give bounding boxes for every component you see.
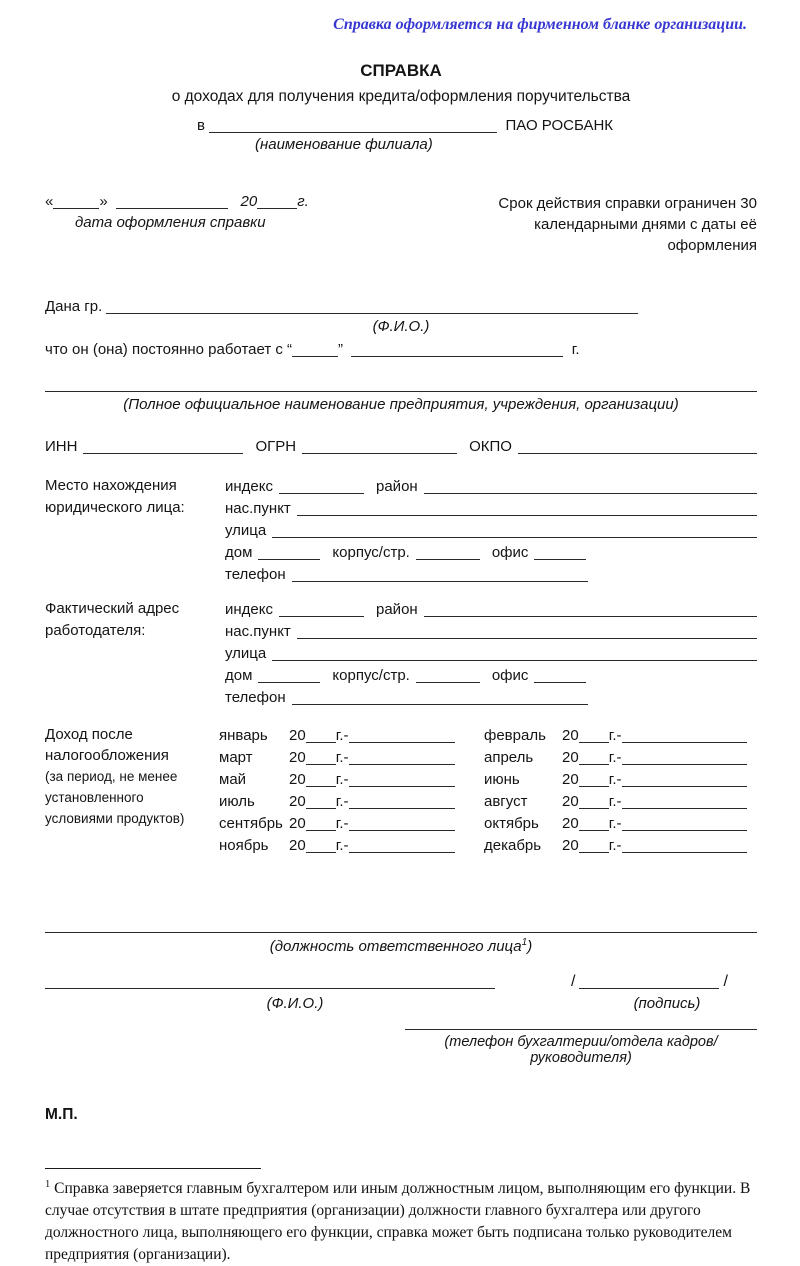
office-label: офис xyxy=(491,667,529,684)
street-label: улица xyxy=(225,522,267,539)
month-label: март xyxy=(219,749,253,766)
month-label: ноябрь xyxy=(219,837,269,854)
signature-blank xyxy=(579,988,719,989)
amount-blank xyxy=(622,742,747,743)
year-prefix: 20 xyxy=(562,771,579,788)
position-caption-close: ) xyxy=(527,938,533,955)
address-row-settlement xyxy=(225,497,757,519)
address-row-house xyxy=(225,541,757,563)
address-row-settlement xyxy=(225,620,757,642)
actual-address-label-line2: работодателя: xyxy=(45,622,146,639)
ogrn-blank xyxy=(302,453,457,454)
month-label: январь xyxy=(219,727,268,744)
works-date-blank xyxy=(351,356,563,357)
income-cell xyxy=(289,791,484,812)
month-label: апрель xyxy=(484,749,534,766)
actual-address-label xyxy=(45,598,225,708)
phone-label: телефон xyxy=(225,566,286,583)
year-blank xyxy=(306,808,336,809)
month-label: февраль xyxy=(484,727,546,744)
legal-address-label-line1: Место нахождения xyxy=(45,477,177,494)
signer-fio-caption: (Ф.И.О.) xyxy=(266,995,324,1012)
district-blank xyxy=(424,616,757,617)
year-blank xyxy=(306,786,336,787)
month-label: май xyxy=(219,771,247,788)
footnote-section xyxy=(45,1168,757,1266)
footnote-mark: 1 xyxy=(45,1179,51,1190)
works-since-row xyxy=(45,341,757,358)
address-row-street xyxy=(225,519,757,541)
year-prefix: 20 xyxy=(289,793,306,810)
works-prefix: что он (она) постоянно работает с “ xyxy=(45,341,293,358)
amount-blank xyxy=(349,764,455,765)
signer-fio-blank xyxy=(45,988,495,989)
close-quote: » xyxy=(99,193,108,210)
office-label: офис xyxy=(491,544,529,561)
income-row xyxy=(219,746,757,768)
income-cell xyxy=(562,747,757,768)
given-row xyxy=(45,298,757,315)
year-prefix: 20 xyxy=(289,815,306,832)
bank-name: ПАО РОСБАНК xyxy=(505,117,614,134)
amount-blank xyxy=(349,830,455,831)
settlement-blank xyxy=(297,515,757,516)
income-cell xyxy=(289,835,484,856)
settlement-label: нас.пункт xyxy=(225,500,291,517)
amount-blank xyxy=(622,830,747,831)
slash-close: / xyxy=(723,973,728,990)
year-prefix: 20 xyxy=(562,793,579,810)
index-label: индекс xyxy=(225,478,273,495)
income-cell xyxy=(562,791,757,812)
income-row xyxy=(219,724,757,746)
income-cell xyxy=(562,769,757,790)
amount-blank xyxy=(622,786,747,787)
inn-blank xyxy=(83,453,243,454)
year-suffix: г.- xyxy=(608,771,622,788)
position-caption-text: (должность ответственного лица xyxy=(269,938,522,955)
year-blank xyxy=(579,742,609,743)
sign-caption: (подпись) xyxy=(633,995,701,1012)
street-blank xyxy=(272,537,757,538)
letterhead-note: Справка оформляется на фирменном бланке организации. xyxy=(333,16,747,33)
branch-row xyxy=(197,117,757,134)
signature-captions-row xyxy=(45,995,757,1012)
address-row-house xyxy=(225,664,757,686)
office-blank xyxy=(534,559,586,560)
fio-caption: (Ф.И.О.) xyxy=(372,318,430,335)
address-row-phone xyxy=(225,686,757,708)
validity-note: Срок действия справки ограничен 30 календарными днями с даты её оформления xyxy=(498,195,757,254)
actual-address-block xyxy=(45,598,757,708)
income-cell xyxy=(289,813,484,834)
income-label-line1: Доход после xyxy=(45,726,133,743)
settlement-label: нас.пункт xyxy=(225,623,291,640)
year-prefix: 20 xyxy=(562,727,579,744)
amount-blank xyxy=(349,808,455,809)
branch-prefix: в xyxy=(197,117,205,134)
index-blank xyxy=(279,616,364,617)
year-suffix: г.- xyxy=(608,749,622,766)
building-label: корпус/стр. xyxy=(332,544,410,561)
footnote-body: Справка заверяется главным бухгалтером или иным должностным лицом, выполняющим его функции. В случае отсутствия в штате предприятия (организации) должности главного бухгалтера или другого должностного лица, выполняющего его функции, справка может быть подписана только руководителем предприятия (организации). xyxy=(45,1180,751,1264)
income-grid xyxy=(219,724,757,856)
branch-caption: (наименование филиала) xyxy=(255,136,433,153)
date-left-column xyxy=(45,193,309,231)
year-suffix: г.- xyxy=(335,749,349,766)
income-cell xyxy=(289,747,484,768)
date-year-suffix: г. xyxy=(297,193,309,210)
year-suffix: г.- xyxy=(335,793,349,810)
district-blank xyxy=(424,493,757,494)
year-suffix: г.- xyxy=(608,815,622,832)
seal-placeholder: М.П. xyxy=(45,1106,78,1123)
income-row xyxy=(219,768,757,790)
month-label: июнь xyxy=(484,771,520,788)
works-suffix: г. xyxy=(571,341,580,358)
phone-label: телефон xyxy=(225,689,286,706)
inn-label: ИНН xyxy=(45,438,78,455)
building-blank xyxy=(416,559,480,560)
income-section xyxy=(45,724,757,856)
footnote-rule xyxy=(45,1168,261,1169)
given-label: Дана гр. xyxy=(45,298,103,315)
position-caption xyxy=(45,937,757,955)
document-subtitle: о доходах для получения кредита/оформления поручительства xyxy=(171,88,631,105)
income-row xyxy=(219,834,757,856)
street-blank xyxy=(272,660,757,661)
year-blank xyxy=(579,764,609,765)
year-prefix: 20 xyxy=(289,771,306,788)
income-label-line3: (за период, не менее xyxy=(45,769,178,784)
fio-blank xyxy=(106,313,638,314)
amount-blank xyxy=(622,852,747,853)
okpo-blank xyxy=(518,453,757,454)
income-cell xyxy=(562,835,757,856)
address-row-index-district xyxy=(225,475,757,497)
street-label: улица xyxy=(225,645,267,662)
year-blank xyxy=(306,830,336,831)
income-label-line2: налогообложения xyxy=(45,747,169,764)
amount-blank xyxy=(622,808,747,809)
month-label: октябрь xyxy=(484,815,539,832)
legal-address-label-line2: юридического лица: xyxy=(45,499,185,516)
year-prefix: 20 xyxy=(562,837,579,854)
slash-open: / xyxy=(571,973,576,990)
date-caption: дата оформления справки xyxy=(75,214,266,231)
year-prefix: 20 xyxy=(562,815,579,832)
phone-blank xyxy=(292,581,588,582)
date-year-group xyxy=(241,193,309,210)
document-title: СПРАВКА xyxy=(360,61,442,80)
amount-blank xyxy=(349,786,455,787)
income-label xyxy=(45,724,219,856)
house-blank xyxy=(258,559,320,560)
income-label-line4: установленного xyxy=(45,790,144,805)
building-label: корпус/стр. xyxy=(332,667,410,684)
year-prefix: 20 xyxy=(289,749,306,766)
amount-blank xyxy=(622,764,747,765)
date-year-blank xyxy=(257,208,297,209)
year-blank xyxy=(579,852,609,853)
income-row xyxy=(219,812,757,834)
office-blank xyxy=(534,682,586,683)
district-label: район xyxy=(376,478,418,495)
year-suffix: г.- xyxy=(608,727,622,744)
year-blank xyxy=(306,764,336,765)
month-label: август xyxy=(484,793,528,810)
address-row-index-district xyxy=(225,598,757,620)
district-label: район xyxy=(376,601,418,618)
year-blank xyxy=(579,786,609,787)
income-label-line5: условиями продуктов) xyxy=(45,811,185,826)
date-year-prefix: 20 xyxy=(240,193,258,210)
amount-blank xyxy=(349,852,455,853)
amount-blank xyxy=(349,742,455,743)
signature-row xyxy=(45,970,757,992)
actual-address-label-line1: Фактический адрес xyxy=(45,600,180,617)
year-suffix: г.- xyxy=(335,727,349,744)
year-prefix: 20 xyxy=(562,749,579,766)
income-cell xyxy=(289,769,484,790)
year-blank xyxy=(306,742,336,743)
footnote-mark-superscript: 1 xyxy=(521,937,528,948)
year-prefix: 20 xyxy=(289,837,306,854)
month-label: декабрь xyxy=(484,837,542,854)
date-month-blank xyxy=(116,208,228,209)
income-cell xyxy=(289,725,484,746)
house-blank xyxy=(258,682,320,683)
year-blank xyxy=(579,830,609,831)
codes-row xyxy=(45,435,757,457)
house-label: дом xyxy=(225,544,253,561)
organization-caption: (Полное официальное наименование предприятия, учреждения, организации) xyxy=(123,396,679,413)
income-row xyxy=(219,790,757,812)
organization-name-blank xyxy=(45,391,757,392)
address-row-street xyxy=(225,642,757,664)
open-quote: « xyxy=(45,193,54,210)
address-row-phone xyxy=(225,563,757,585)
year-suffix: г.- xyxy=(608,837,622,854)
accounting-phone-caption: (телефон бухгалтерии/отдела кадров/руководителя) xyxy=(444,1034,718,1066)
year-suffix: г.- xyxy=(335,771,349,788)
legal-address-block xyxy=(45,475,757,585)
legal-address-fields xyxy=(225,475,757,585)
year-blank xyxy=(306,852,336,853)
settlement-blank xyxy=(297,638,757,639)
year-blank xyxy=(579,808,609,809)
house-label: дом xyxy=(225,667,253,684)
actual-address-fields xyxy=(225,598,757,708)
index-label: индекс xyxy=(225,601,273,618)
date-day-blank xyxy=(53,208,99,209)
month-label: июль xyxy=(219,793,255,810)
legal-address-label xyxy=(45,475,225,585)
ogrn-label: ОГРН xyxy=(255,438,297,455)
month-label: сентябрь xyxy=(219,815,283,832)
building-blank xyxy=(416,682,480,683)
index-blank xyxy=(279,493,364,494)
year-suffix: г.- xyxy=(335,815,349,832)
works-close-quote: ” xyxy=(338,341,344,358)
year-prefix: 20 xyxy=(289,727,306,744)
year-suffix: г.- xyxy=(608,793,622,810)
okpo-label: ОКПО xyxy=(469,438,512,455)
year-suffix: г.- xyxy=(335,837,349,854)
position-blank-line xyxy=(45,932,757,933)
phone-blank xyxy=(292,704,588,705)
date-section xyxy=(45,193,757,256)
income-cell xyxy=(562,813,757,834)
accounting-phone-blank xyxy=(405,1029,757,1030)
works-day-blank xyxy=(292,356,338,357)
footnote-text xyxy=(45,1174,757,1266)
branch-name-blank xyxy=(209,132,497,133)
income-cell xyxy=(562,725,757,746)
date-line xyxy=(45,193,309,210)
